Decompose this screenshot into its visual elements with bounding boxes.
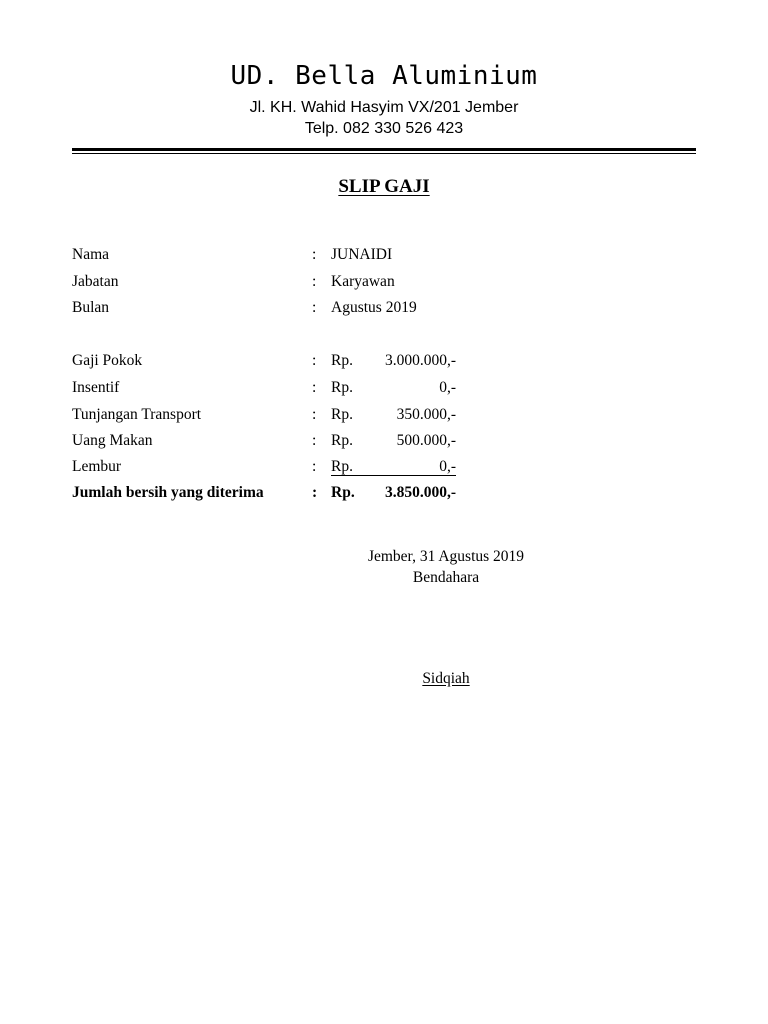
row-label: Bulan [72, 299, 110, 316]
salary-row-base-pay [0, 350, 768, 372]
money-cell [331, 377, 456, 399]
employee-row-name [0, 244, 768, 266]
signature-role: Bendahara [412, 569, 480, 586]
employee-position-value: Karyawan [331, 273, 395, 290]
row-colon: : [312, 458, 317, 475]
row-label: Uang Makan [72, 432, 153, 449]
company-address: Jl. KH. Wahid Hasyim VX/201 Jember [249, 99, 519, 116]
company-phone: Telp. 082 330 526 423 [304, 120, 464, 137]
row-label: Nama [72, 246, 110, 263]
amount-value: 3.000.000,- [384, 352, 456, 369]
row-colon: : [312, 406, 317, 423]
company-name: UD. Bella Aluminium [230, 61, 538, 91]
row-label: Insentif [72, 379, 120, 396]
row-label: Gaji Pokok [72, 352, 143, 369]
currency-label: Rp. [331, 352, 353, 369]
amount-value: 350.000,- [396, 406, 456, 423]
salary-row-overtime [0, 456, 768, 478]
money-cell [331, 430, 456, 452]
row-colon: : [312, 352, 317, 369]
row-colon: : [312, 299, 317, 316]
row-label: Lembur [72, 458, 122, 475]
header-divider-thick [72, 148, 696, 151]
row-colon: : [312, 432, 317, 449]
money-cell [331, 350, 456, 372]
row-label: Jabatan [72, 273, 119, 290]
currency-label: Rp. [331, 379, 353, 396]
currency-label: Rp. [331, 406, 353, 423]
money-cell [331, 482, 456, 504]
employee-name-value: JUNAIDI [331, 246, 393, 263]
currency-label: Rp. [331, 458, 353, 475]
salary-row-total [0, 482, 768, 504]
row-colon: : [312, 273, 317, 290]
salary-row-incentive [0, 377, 768, 399]
signature-name: Sidqiah [422, 670, 470, 687]
employee-row-position [0, 271, 768, 293]
salary-row-transport-allowance [0, 404, 768, 426]
money-cell-underlined [331, 456, 456, 478]
salary-row-meal-allowance [0, 430, 768, 452]
signature-place-date: Jember, 31 Agustus 2019 [367, 548, 525, 565]
currency-label: Rp. [331, 484, 355, 501]
amount-value: 500.000,- [396, 432, 456, 449]
row-colon: : [312, 246, 317, 263]
money-cell [331, 404, 456, 426]
row-label: Tunjangan Transport [72, 406, 202, 423]
currency-label: Rp. [331, 432, 353, 449]
row-colon: : [312, 379, 317, 396]
amount-value: 0,- [439, 458, 456, 475]
amount-value: 0,- [439, 379, 456, 396]
row-colon: : [312, 484, 318, 501]
header-divider-thin [72, 153, 696, 154]
total-label: Jumlah bersih yang diterima [72, 484, 264, 501]
employee-month-value: Agustus 2019 [331, 299, 417, 316]
document-title: SLIP GAJI [338, 176, 430, 197]
total-amount-value: 3.850.000,- [384, 484, 456, 501]
employee-row-month [0, 297, 768, 319]
